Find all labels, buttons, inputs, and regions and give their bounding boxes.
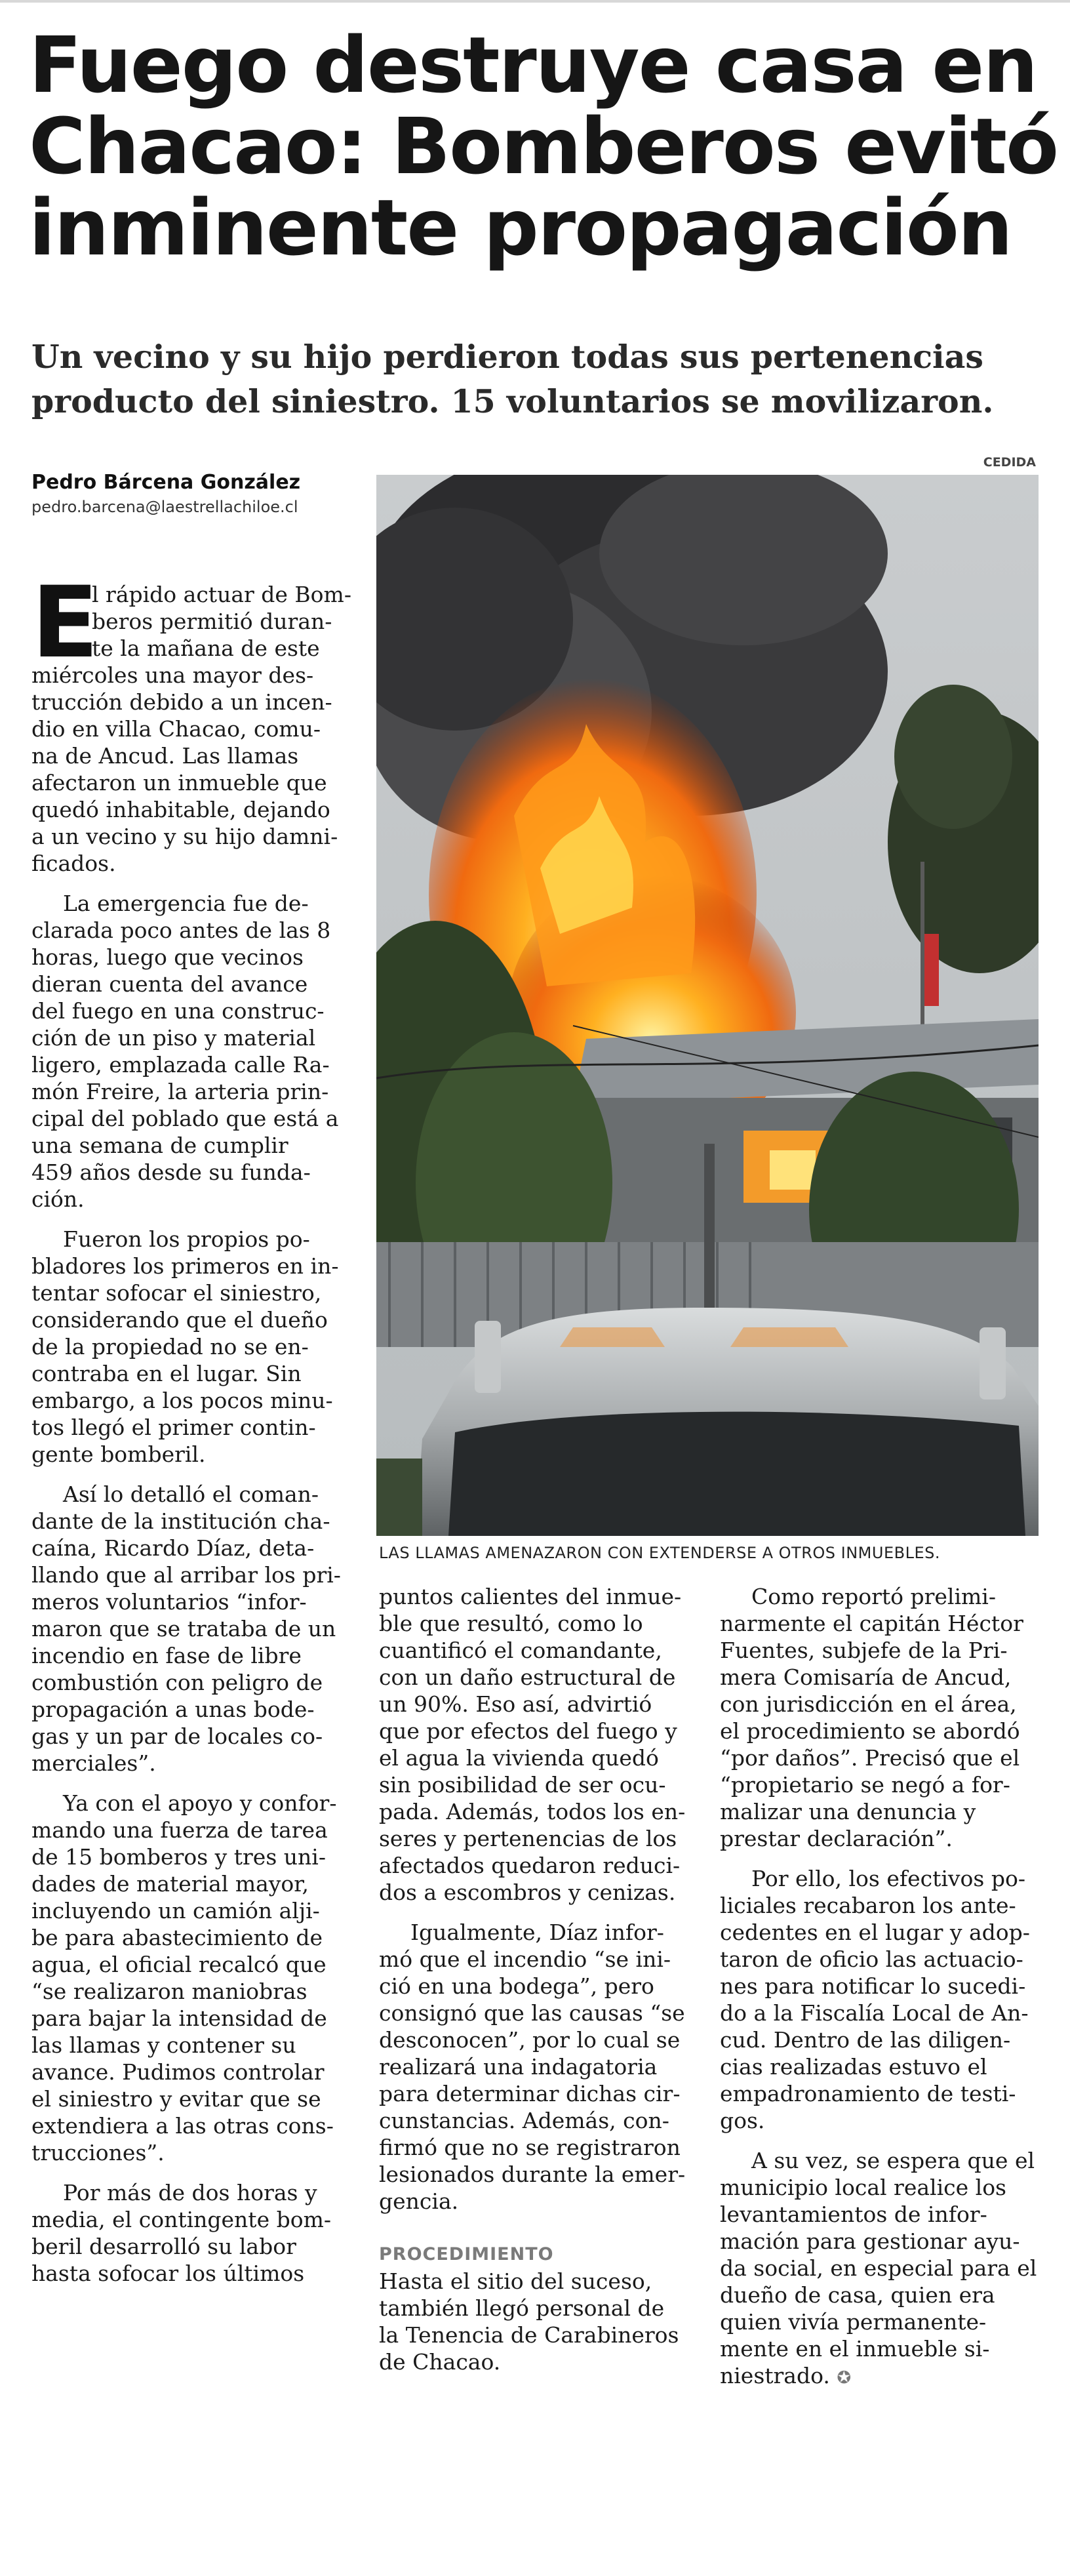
body-line: be para abastecimiento de: [31, 1925, 323, 1950]
body-line: beril desarrolló su labor: [31, 2234, 296, 2259]
body-line: mera Comisaría de Ancud,: [720, 1664, 1012, 1690]
headline-line: inminente propagación: [29, 182, 1012, 273]
body-line: la Tenencia de Carabineros: [379, 2322, 679, 2348]
body-line: 459 años desde su funda-: [31, 1159, 311, 1185]
body-line: contraba en el lugar. Sin: [31, 1361, 302, 1386]
body-line: el procedimiento se abordó: [720, 1718, 1020, 1744]
body-line: una semana de cumplir: [31, 1133, 288, 1158]
body-line: las llamas y contener su: [31, 2032, 296, 2058]
body-line: afectaron un inmueble que: [31, 770, 327, 795]
body-line: considerando que el dueño: [31, 1307, 328, 1333]
body-line: nes para notificar lo sucedi-: [720, 1973, 1026, 1999]
body-line: gente bomberil.: [31, 1441, 206, 1467]
body-line: sin posibilidad de ser ocu-: [379, 1772, 666, 1798]
body-line: Ya con el apoyo y confor-: [63, 1790, 337, 1816]
body-line: levantamientos de infor-: [720, 2202, 987, 2227]
body-line: cuantificó el comandante,: [379, 1638, 662, 1663]
author-name: Pedro Bárcena González: [31, 471, 301, 494]
body-line: combustión con peligro de: [31, 1670, 323, 1695]
body-line: ble que resultó, como lo: [379, 1611, 643, 1636]
body-line: “propietario se negó a for-: [720, 1772, 1010, 1798]
body-line: pada. Además, todos los en-: [379, 1799, 686, 1824]
headline-line: Chacao: Bomberos evitó: [29, 101, 1058, 191]
body-line: a un vecino y su hijo damni-: [31, 824, 338, 849]
headline-line: Fuego destruye casa en: [29, 20, 1037, 110]
body-line: meros voluntarios “infor-: [31, 1589, 307, 1615]
byline: [31, 471, 372, 516]
author-email: pedro.barcena@laestrellachiloe.cl: [31, 498, 298, 516]
body-line: gos.: [720, 2108, 765, 2133]
body-line: Igualmente, Díaz infor-: [410, 1920, 664, 1945]
body-line: dieran cuenta del avance: [31, 971, 308, 997]
body-line: narmente el capitán Héctor: [720, 1611, 1023, 1636]
body-line: beros permitió duran-: [92, 609, 332, 634]
body-line: món Freire, la arteria prin-: [31, 1079, 329, 1104]
body-line: con un daño estructural de: [379, 1664, 676, 1690]
section-subhead: PROCEDIMIENTO: [379, 2244, 554, 2264]
body-line: bladores los primeros en in-: [31, 1253, 339, 1279]
body-line: dante de la institución cha-: [31, 1508, 330, 1534]
body-line: hasta sofocar los últimos: [31, 2261, 305, 2286]
body-line: el siniestro y evitar que se: [31, 2086, 321, 2112]
body-line: incluyendo un camión alji-: [31, 1898, 320, 1923]
body-line: mente en el inmueble si-: [720, 2336, 990, 2362]
body-line: prestar declaración”.: [720, 1826, 953, 1851]
body-line: desconocen”, por lo cual se: [379, 2027, 681, 2053]
body-line: l rápido actuar de Bom-: [92, 582, 351, 607]
body-line: consignó que las causas “se: [379, 2000, 685, 2026]
top-rule: [0, 0, 1070, 3]
photo-caption: LAS LLAMAS AMENAZARON CON EXTENDERSE A OTROS INMUEBLES.: [379, 1544, 940, 1562]
body-line: trucciones”.: [31, 2140, 165, 2165]
body-line: cias realizadas estuvo el: [720, 2054, 987, 2080]
body-line: clarada poco antes de las 8: [31, 917, 331, 943]
body-line: dos a escombros y cenizas.: [379, 1880, 676, 1905]
body-line: Fueron los propios po-: [63, 1226, 310, 1252]
body-line: de 15 bomberos y tres uni-: [31, 1844, 326, 1870]
body-line: mación para gestionar ayu-: [720, 2228, 1020, 2254]
body-line: cipal del poblado que está a: [31, 1106, 339, 1131]
end-mark-icon: ✪: [837, 2368, 852, 2388]
body-line: puntos calientes del inmue-: [379, 1584, 682, 1609]
body-line: maron que se trataba de un: [31, 1616, 336, 1641]
body-line: gas y un par de locales co-: [31, 1723, 323, 1749]
body-line: liciales recabaron los ante-: [720, 1893, 1016, 1918]
body-line: merciales”.: [31, 1750, 156, 1776]
body-line: llando que al arribar los pri-: [31, 1562, 341, 1588]
body-line: ligero, emplazada calle Ra-: [31, 1052, 330, 1077]
body-line: taron de oficio las actuacio-: [720, 1946, 1023, 1972]
body-line: que por efectos del fuego y: [379, 1718, 677, 1744]
body-line: dades de material mayor,: [31, 1871, 309, 1897]
body-line: da social, en especial para el: [720, 2255, 1037, 2281]
drop-cap: E: [31, 566, 99, 680]
body-line: con jurisdicción en el área,: [720, 1691, 1017, 1717]
body-line: cunstancias. Además, con-: [379, 2108, 669, 2133]
body-line: gencia.: [379, 2188, 459, 2214]
article-column-2: [379, 1583, 700, 2375]
body-line: afectados quedaron reduci-: [379, 1853, 681, 1878]
headline: [29, 20, 1058, 273]
body-line: empadronamiento de testi-: [720, 2081, 1016, 2106]
body-line: caína, Ricardo Díaz, deta-: [31, 1535, 315, 1561]
deck-line: producto del siniestro. 15 voluntarios se movilizaron.: [31, 382, 994, 420]
body-line: “se realizaron maniobras: [31, 1979, 307, 2004]
body-line: del fuego en una construc-: [31, 998, 325, 1024]
body-line: A su vez, se espera que el: [751, 2148, 1035, 2173]
body-line: realizará una indagatoria: [379, 2054, 658, 2080]
body-line: embargo, a los pocos minu-: [31, 1388, 333, 1413]
body-line: incendio en fase de libre: [31, 1643, 302, 1668]
article-column-3: [720, 1583, 1048, 2389]
body-line: también llegó personal de: [379, 2295, 665, 2321]
body-line: dueño de casa, quien era: [720, 2282, 995, 2308]
body-line: ción.: [31, 1186, 85, 1212]
body-line: mó que el incendio “se ini-: [379, 1946, 671, 1972]
body-line: propagación a unas bode-: [31, 1697, 315, 1722]
body-line: Como reportó prelimi-: [751, 1584, 996, 1609]
body-line: “por daños”. Precisó que el: [720, 1745, 1020, 1771]
body-line: agua, el oficial recalcó que: [31, 1952, 327, 1977]
body-line: La emergencia fue de-: [63, 891, 309, 916]
body-line: ficados.: [31, 851, 116, 876]
body-line: firmó que no se registraron: [379, 2135, 681, 2160]
body-line: malizar una denuncia y: [720, 1799, 976, 1824]
body-line: de la propiedad no se en-: [31, 1334, 309, 1359]
body-line: dio en villa Chacao, comu-: [31, 716, 321, 742]
body-line: media, el contingente bom-: [31, 2207, 332, 2232]
body-line: quien vivía permanente-: [720, 2309, 987, 2335]
body-line: Por más de dos horas y: [63, 2180, 317, 2205]
fire-photo: [376, 475, 1039, 1536]
body-line: cedentes en el lugar y adop-: [720, 1920, 1030, 1945]
body-line: Fuentes, subjefe de la Pri-: [720, 1638, 1008, 1663]
body-line: Por ello, los efectivos po-: [751, 1866, 1025, 1891]
body-line: ció en una bodega”, pero: [379, 1973, 654, 1999]
body-line: horas, luego que vecinos: [31, 944, 304, 970]
body-line: cud. Dentro de las diligen-: [720, 2027, 1011, 2053]
body-line: para bajar la intensidad de: [31, 2005, 327, 2031]
body-line: lesionados durante la emer-: [379, 2162, 686, 2187]
body-line: para determinar dichas cir-: [379, 2081, 681, 2106]
body-line: de Chacao.: [379, 2349, 501, 2375]
body-line: seres y pertenencias de los: [379, 1826, 677, 1851]
body-line: do a la Fiscalía Local de An-: [720, 2000, 1029, 2026]
body-line: trucción debido a un incen-: [31, 689, 332, 715]
deck-line: Un vecino y su hijo perdieron todas sus pertenencias: [31, 338, 983, 376]
body-line: tos llegó el primer contin-: [31, 1415, 316, 1440]
deck-subtitle: [31, 334, 1054, 424]
photo-credit: CEDIDA: [983, 455, 1036, 470]
body-line: extendiera a las otras cons-: [31, 2113, 334, 2139]
body-line: tentar sofocar el siniestro,: [31, 1280, 322, 1306]
body-line: avance. Pudimos controlar: [31, 2059, 325, 2085]
body-line: ción de un piso y material: [31, 1025, 316, 1051]
body-line: te la mañana de este: [92, 635, 320, 661]
body-line: municipio local realice los: [720, 2175, 1006, 2200]
body-line: miércoles una mayor des-: [31, 662, 314, 688]
body-line: Así lo detalló el coman-: [63, 1481, 319, 1507]
article-column-1: [31, 566, 359, 2287]
body-line: el agua la vivienda quedó: [379, 1745, 659, 1771]
body-line: Hasta el sitio del suceso,: [379, 2268, 652, 2294]
body-line: quedó inhabitable, dejando: [31, 797, 330, 822]
body-line: na de Ancud. Las llamas: [31, 743, 299, 769]
fire-photo-illustration: [376, 475, 1039, 1536]
body-line-last: [720, 2362, 1048, 2389]
body-line: mando una fuerza de tarea: [31, 1817, 328, 1843]
body-line: un 90%. Eso así, advirtió: [379, 1691, 652, 1717]
body-line-text: niestrado.: [720, 2363, 830, 2388]
